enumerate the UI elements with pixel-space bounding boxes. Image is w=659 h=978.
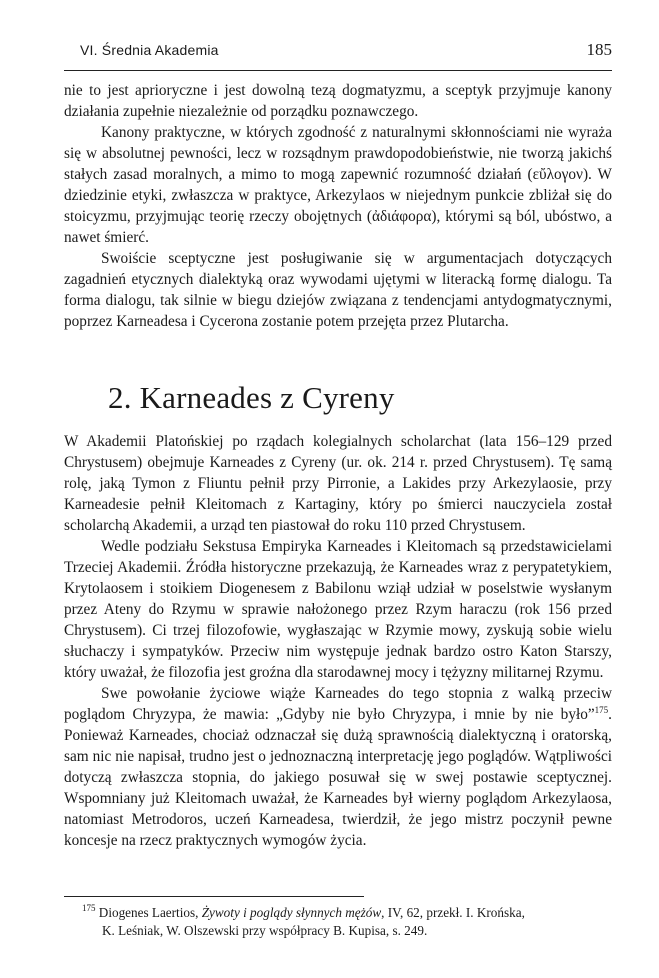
footnote-number: 175 [82,903,96,913]
footnote [64,904,612,940]
running-header [64,40,612,64]
intro-text-block [64,80,612,332]
paragraph [64,683,612,851]
footnote-reference[interactable]: 175 [594,705,609,715]
paragraph: Swoiście sceptyczne jest posługiwanie się w argumentacjach dotyczących zagadnień etycznych dialektyką oraz wywodami ujętymi w literacką formę dialogu. Ta forma dialogu, tak silnie w biegu dziejów związana z tendencjami antydogmatycznymi, poprzez Karneadesa i Cycerona zostanie potem przejęta przez Plutarcha. [64,250,612,330]
footnote-line: K. Leśniak, W. Olszewski przy współpracy B. Kupisa, s. 249. [102,923,428,938]
paragraph-text: Swe powołanie życiowe wiąże Karneades do tego stopnia z walką przeciw poglądom Chryzypa, że mawia: „Gdyby nie było Chryzypa, i mnie by nie było” [64,685,612,723]
footnote-book-title: Żywoty i poglądy słynnych mężów [201,905,382,920]
footnote-text: Diogenes Laertios, [95,905,202,920]
footnote-line [64,904,612,922]
paragraph: Wedle podziału Sekstusa Empiryka Karneades i Kleitomach są przedstawicielami Trzeciej Akademii. Źródła historyczne przekazują, że Karneades wraz z perypatetykiem, Krytolaosem i stoikiem Diogenesem z Babilonu wziął udział w poselstwie wysłanym przez Ateny do Rzymu w sprawie nałożonego przez Rzym haraczu (rok 156 przed Chrystusem). Ci trzej filozofowie, wygłaszając w Rzymie mowy, zyskują sobie wielu słuchaczy i sympatyków. Przeciw nim występuje jednak bardzo ostro Katon Starszy, który uważał, że filozofia jest groźna dla starodawnej mocy i tężyzny militarnej Rzymu. [64,538,612,681]
footnote-rule [64,896,364,897]
paragraph: nie to jest aprioryczne i jest dowolną tezą dogmatyzmu, a sceptyk przyjmuje kanony działania zupełnie niezależnie od porządku poznawczego. [64,82,612,120]
section-heading: 2. Karneades z Cyreny [108,380,395,415]
header-rule [64,70,612,71]
paragraph: W Akademii Platońskiej po rządach kolegialnych scholarchat (lata 156–129 przed Chrystusem) obejmuje Karneades z Cyreny (ur. ok. 214 r. przed Chrystusem). Tę samą rolę, jaką Tymon z Fliuntu pełnił przy Pirronie, a Lakides przy Arkezylaosie, przy Karneadesie pełnił Kleitomach z Kartaginy, który po śmierci nauczyciela został scholarchą Akademii, a urząd ten piastował do roku 110 przed Chrystusem. [64,433,612,534]
section-text-block [64,431,612,851]
paragraph: Kanony praktyczne, w których zgodność z naturalnymi skłonnościami nie wyraża się w absolutnej pewności, lecz w rozsądnym prawdopodobieństwie, nie tworzą jakichś stałych zasad moralnych, a mimo to mogą zapewnić rozumność działań (εὔλογον). W dziedzinie etyki, zwłaszcza w praktyce, Arkezylaos w niejednym punkcie zbliżał się do stoicyzmu, przyjmując teorię rzeczy obojętnych (ἀδιάφορα), którymi są ból, ubóstwo, a nawet śmierć. [64,124,612,246]
running-title: VI. Średnia Akademia [80,42,219,58]
footnote-text: , IV, 62, przekł. I. Krońska, [381,905,525,920]
page-number: 185 [586,40,612,59]
paragraph-text: . Ponieważ Karneades, chociaż odznaczał się dużą sprawnością dialektyczną i oratorską, sam nic nie napisał, trudno jest o jednoznaczną interpretację jego poglądów. Wątpliwości dotyczą zwłaszcza stopnia, do jakiego posuwał się w swej postawie sceptycznej. Wspomniany już Kleitomach uważał, że Karneades był wierny poglądom Arkezylaosa, natomiast Metrodoros, uczeń Karneadesa, twierdził, że jego mistrz poczynił pewne koncesje na rzecz praktycznych wymogów życia. [64,706,612,849]
